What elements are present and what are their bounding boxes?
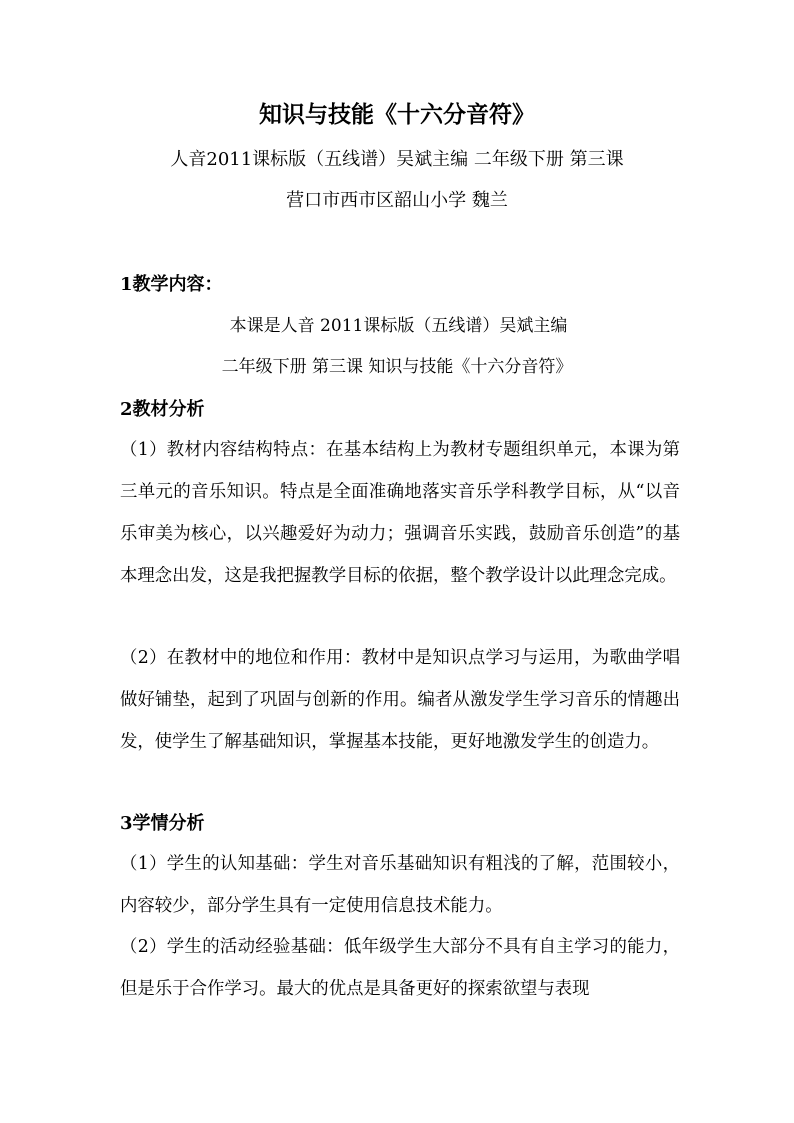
student-analysis-paragraph-1: （1）学生的认知基础：学生对音乐基础知识有粗浅的了解，范围较小，内容较少，部分学生具有一定使用信息技术能力。: [120, 854, 680, 916]
document-title: 知识与技能《十六分音符》: [259, 101, 535, 128]
textbook-info: 人音2011课标版（五线谱）吴斌主编 二年级下册 第三课: [170, 149, 624, 170]
section-heading-textbook-analysis: 2教材分析: [120, 399, 205, 420]
textbook-analysis-paragraph-2: （2）在教材中的地位和作用：教材中是知识点学习与运用，为歌曲学唱做好铺垫，起到了巩固与创新的作用。编者从激发学生学习音乐的情趣出发，使学生了解基础知识，掌握基本技能，更好地激发学生的创造力。: [120, 648, 680, 752]
textbook-analysis-paragraph-1: （1）教材内容结构特点：在基本结构上为教材专题组织单元，本课为第三单元的音乐知识。特点是全面准确地落实音乐学科教学目标，从“以音乐审美为核心，以兴趣爱好为动力；强调音乐实践，鼓励音乐创造”的基本理念出发，这是我把握教学目标的依据，整个教学设计以此理念完成。: [120, 440, 680, 586]
section-heading-student-analysis: 3学情分析: [120, 813, 205, 834]
author-info: 营口市西市区韶山小学 魏兰: [286, 190, 508, 211]
teaching-content-line-1: 本课是人音 2011课标版（五线谱）吴斌主编: [229, 316, 568, 336]
teaching-content-line-2: 二年级下册 第三课 知识与技能《十六分音符》: [221, 357, 573, 377]
student-analysis-paragraph-2: （2）学生的活动经验基础：低年级学生大部分不具有自主学习的能力，但是乐于合作学习。最大的优点是具备更好的探索欲望与表现: [120, 937, 680, 999]
section-heading-teaching-content: 1教学内容：: [120, 274, 223, 295]
